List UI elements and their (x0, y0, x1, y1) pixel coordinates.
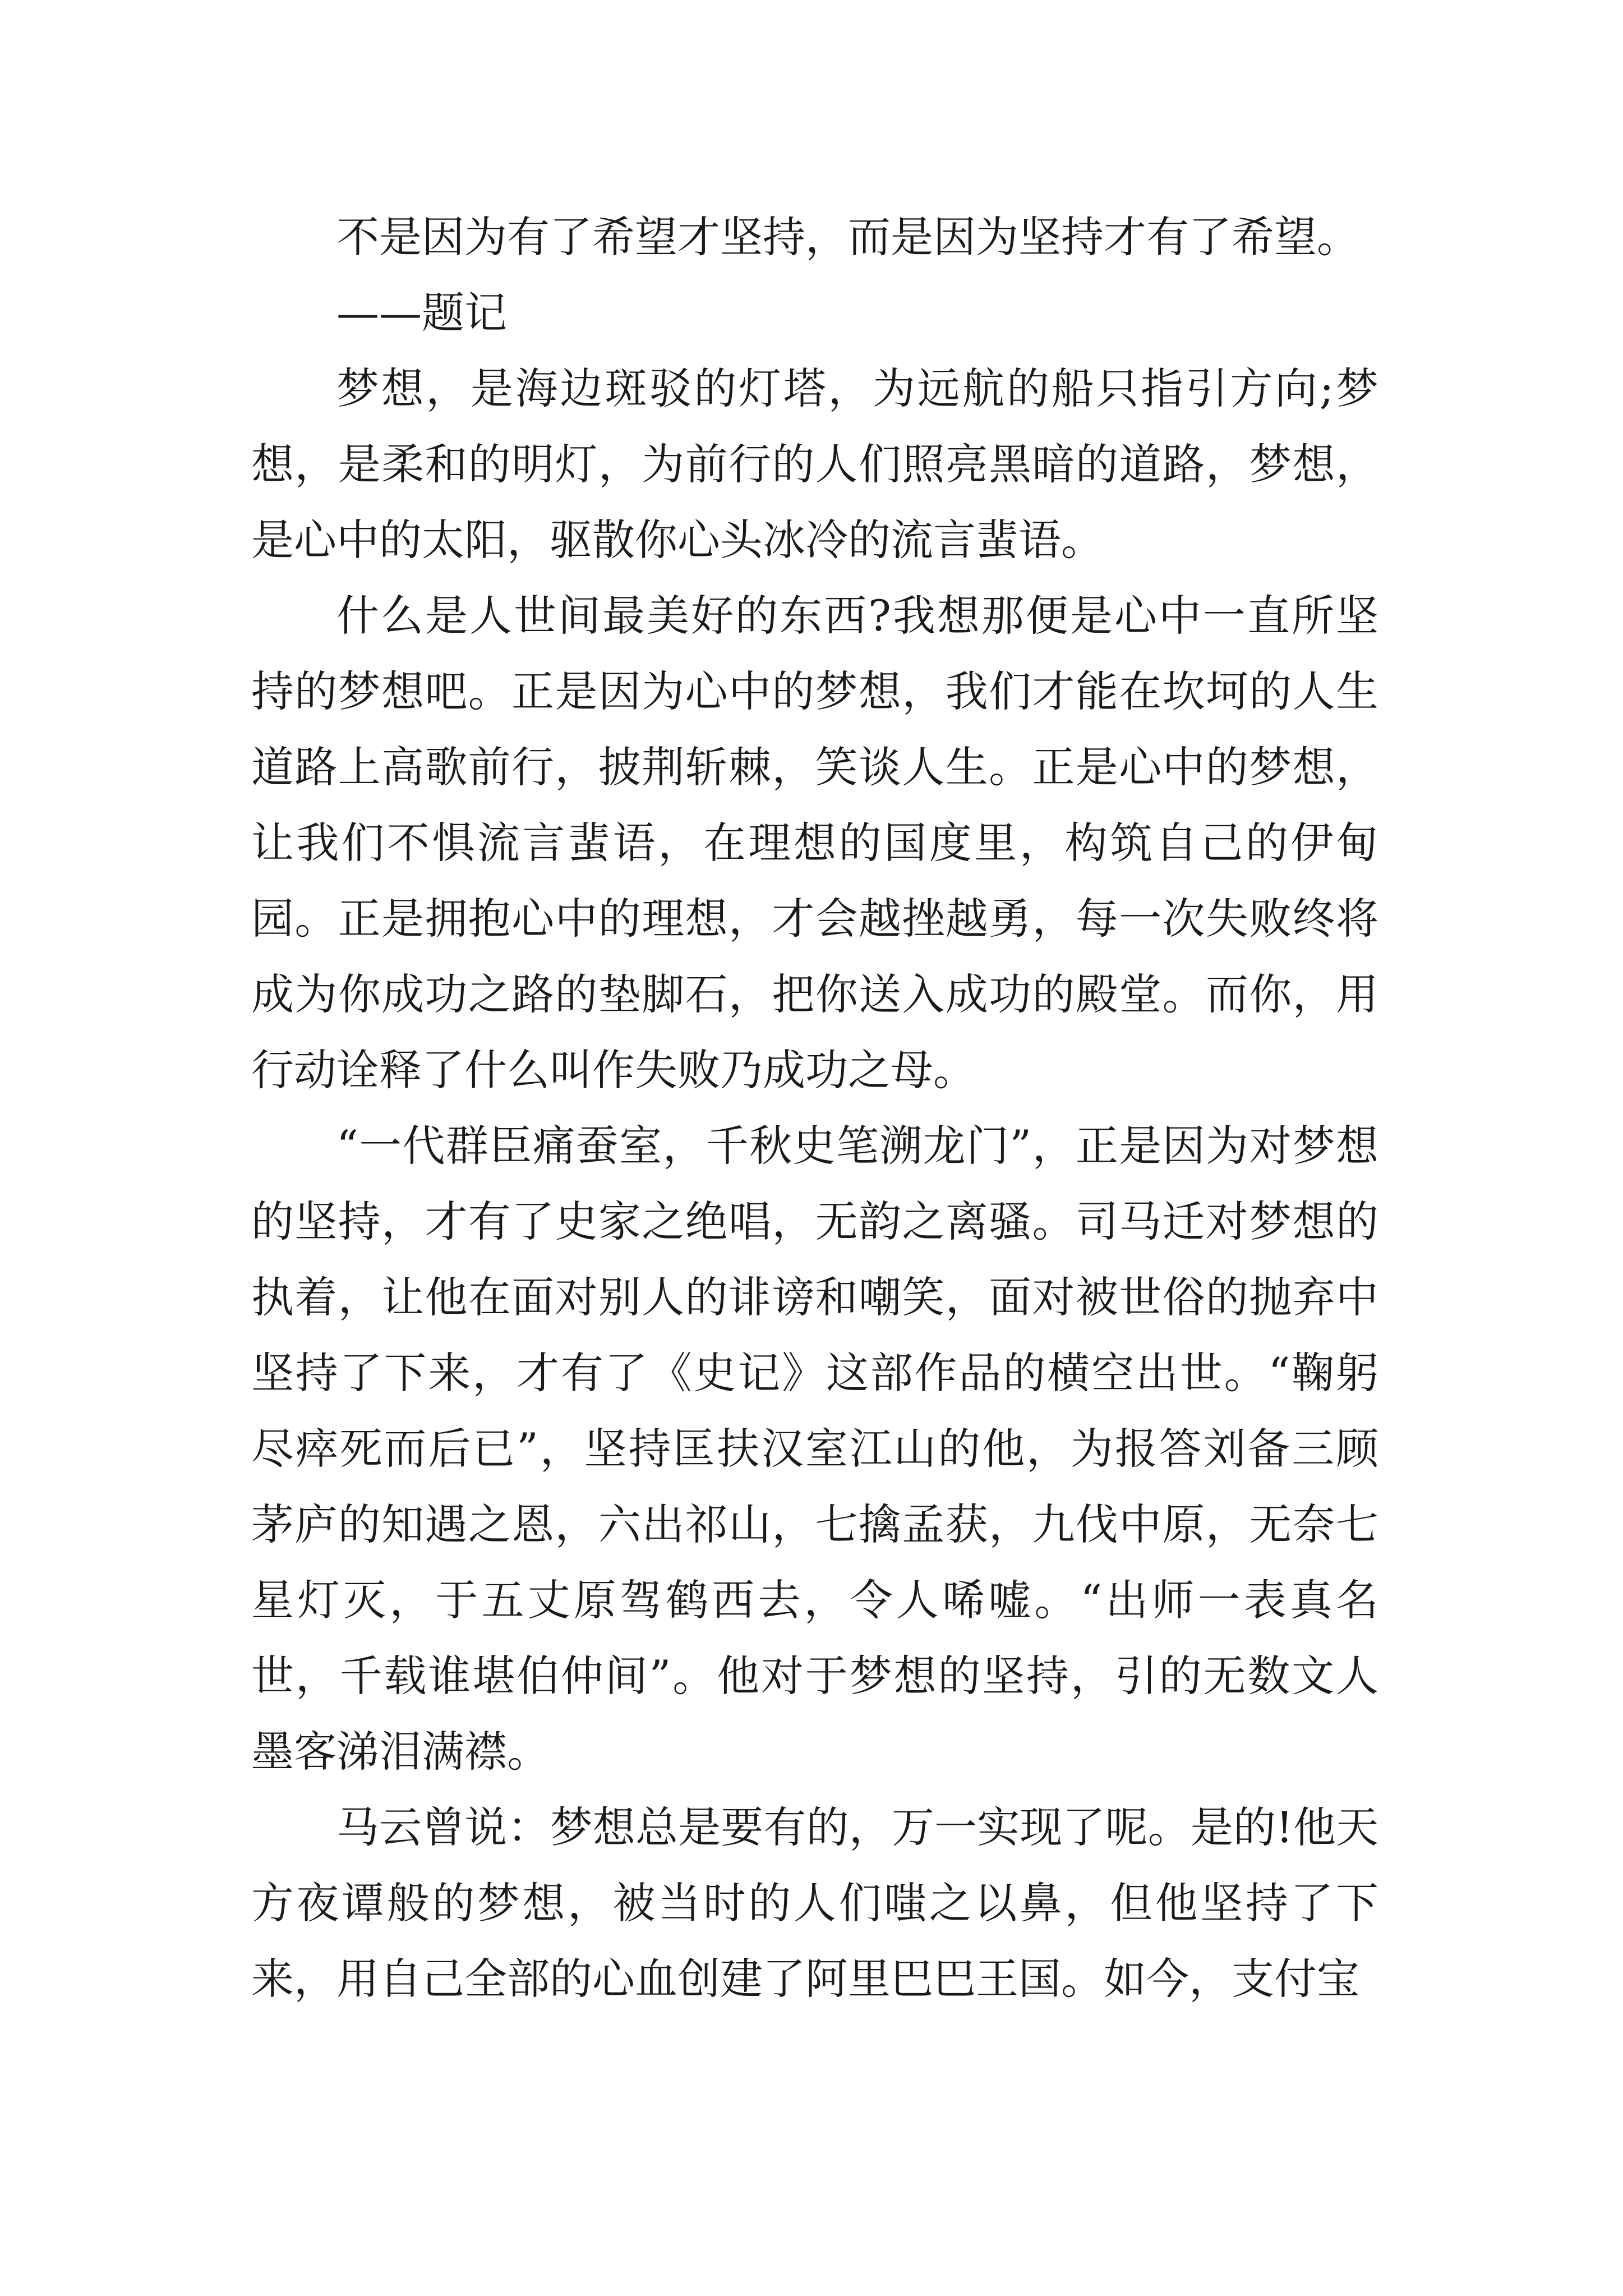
paragraph-1: 梦想，是海边斑驳的灯塔，为远航的船只指引方向;梦想，是柔和的明灯，为前行的人们照亮黑暗的道路，梦想，是心中的太阳，驱散你心头冰冷的流言蜚语。 (251, 364, 1378, 565)
epigraph: 不是因为有了希望才坚持，而是因为坚持才有了希望。 (336, 212, 1359, 262)
paragraph-2: 什么是人世间最美好的东西?我想那便是心中一直所坚持的梦想吧。正是因为心中的梦想，我们才能在坎坷的人生道路上高歌前行，披荆斩棘，笑谈人生。正是心中的梦想，让我们不惧流言蜚语，在理想的国度里，构筑自己的伊甸园。正是拥抱心中的理想，才会越挫越勇，每一次失败终将成为你成功之路的垫脚石，把你送入成功的殿堂。而你，用行动诠释了什么叫作失败乃成功之母。 (251, 591, 1378, 1095)
paragraph-4: 马云曾说：梦想总是要有的，万一实现了呢。是的!他天方夜谭般的梦想，被当时的人们嗤之以鼻，但他坚持了下来，用自己全部的心血创建了阿里巴巴王国。如今，支付宝 (251, 1802, 1378, 2004)
paragraph-3: “一代群臣痛蚕室，千秋史笔溯龙门”，正是因为对梦想的坚持，才有了史家之绝唱，无韵之离骚。司马迁对梦想的执着，让他在面对别人的诽谤和嘲笑，面对被世俗的抛弃中坚持了下来，才有了《史记》这部作品的横空出世。“鞠躬尽瘁死而后已”，坚持匡扶汉室江山的他，为报答刘备三顾茅庐的知遇之恩，六出祁山，七擒孟获，九伐中原，无奈七星灯灭，于五丈原驾鹤西去，令人唏嘘。“出师一表真名世，千载谁堪伯仲间”。他对于梦想的坚持，引的无数文人墨客涕泪满襟。 (251, 1121, 1378, 1777)
essay-body (251, 199, 1378, 2017)
epigraph-source: ——题记 (336, 288, 507, 338)
